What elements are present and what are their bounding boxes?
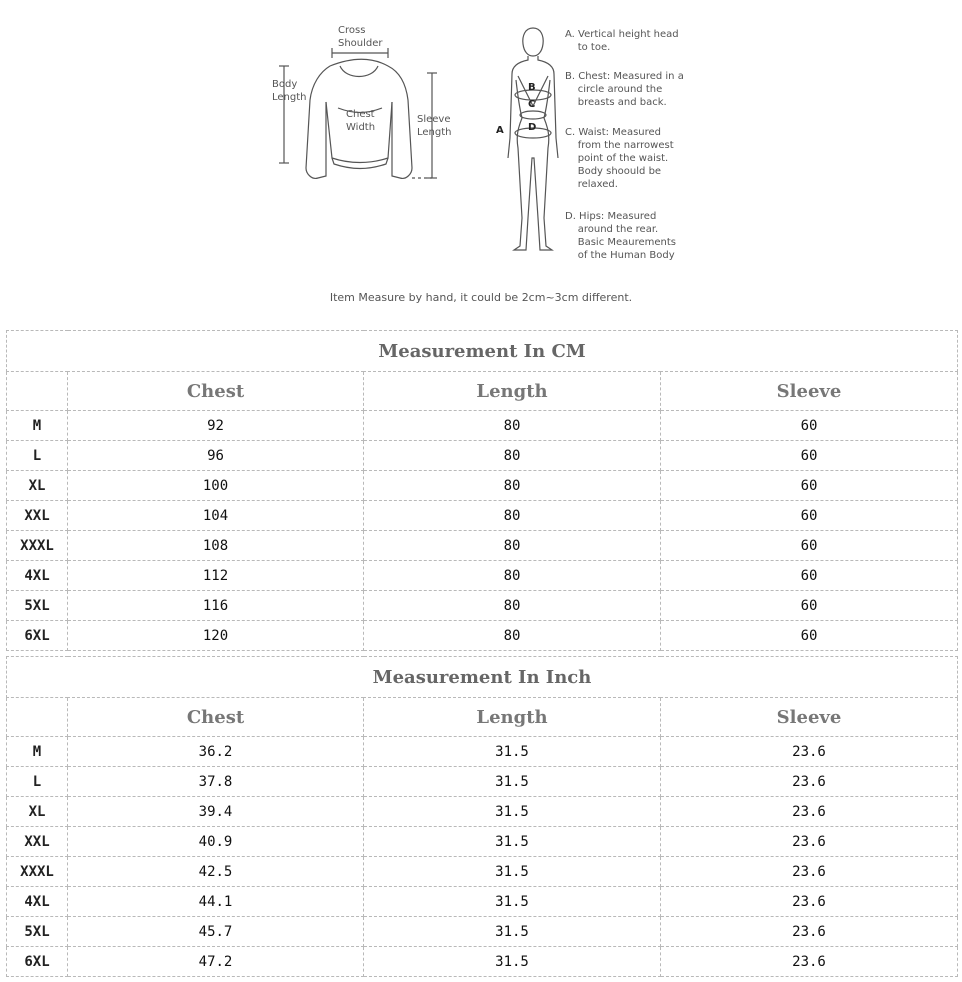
length-cell: 80 [364,441,661,471]
sleeve-cell: 23.6 [661,857,958,887]
marker-d: D [528,122,537,133]
length-cell: 80 [364,471,661,501]
length-cell: 80 [364,501,661,531]
table-row [7,441,958,471]
size-cell: 4XL [7,561,68,591]
sleeve-cell: 60 [661,441,958,471]
sleeve-cell: 23.6 [661,947,958,977]
sleeve-cell: 60 [661,471,958,501]
length-cell: 31.5 [364,887,661,917]
chest-cell: 47.2 [68,947,364,977]
sleeve-cell: 23.6 [661,767,958,797]
length-cell: 80 [364,411,661,441]
inch-table [6,656,958,977]
chest-cell: 44.1 [68,887,364,917]
body-outline [523,28,543,56]
chest-width-label: Chest Width [346,109,376,133]
table-row [7,621,958,651]
size-cell: 6XL [7,621,68,651]
size-cell: 6XL [7,947,68,977]
length-cell: 80 [364,561,661,591]
table-row [7,501,958,531]
table-row [7,561,958,591]
size-cell: XL [7,471,68,501]
table-row [7,887,958,917]
size-cell: 5XL [7,591,68,621]
sleeve-cell: 23.6 [661,827,958,857]
length-cell: 80 [364,591,661,621]
size-cell: M [7,411,68,441]
chest-cell: 92 [68,411,364,441]
note-d: D. Hips: Measured around the rear. Basic Meaurements of the Human Body [565,211,677,261]
size-cell: XXXL [7,857,68,887]
length-cell: 31.5 [364,767,661,797]
header-chest: Chest [68,698,364,737]
chest-cell: 40.9 [68,827,364,857]
header-blank [7,698,68,737]
sleeve-cell: 23.6 [661,737,958,767]
size-cell: XXL [7,501,68,531]
note-b: B. Chest: Measured in a circle around the breasts and back. [565,71,684,108]
length-cell: 31.5 [364,797,661,827]
sleeve-cell: 60 [661,411,958,441]
length-cell: 31.5 [364,737,661,767]
header-length: Length [364,698,661,737]
cross-shoulder-label: Cross Shoulder [338,25,383,49]
chest-cell: 120 [68,621,364,651]
note-a: A. Vertical height head to toe. [565,29,679,53]
measurement-diagram [260,18,710,268]
header-chest: Chest [68,372,364,411]
table-row [7,947,958,977]
table-row [7,411,958,441]
cm-table [6,330,958,651]
header-sleeve: Sleeve [661,372,958,411]
table-title: Measurement In Inch [7,657,958,698]
marker-c: C [528,99,536,110]
chest-cell: 36.2 [68,737,364,767]
chest-cell: 112 [68,561,364,591]
chest-cell: 42.5 [68,857,364,887]
table-title: Measurement In CM [7,331,958,372]
table-row [7,531,958,561]
sleeve-cell: 60 [661,621,958,651]
chest-cell: 108 [68,531,364,561]
table-row [7,471,958,501]
body-length-label: Body Length [272,79,307,103]
sleeve-cell: 60 [661,531,958,561]
table-row [7,767,958,797]
size-cell: L [7,767,68,797]
table-row [7,591,958,621]
table-row [7,797,958,827]
sleeve-cell: 60 [661,591,958,621]
length-cell: 31.5 [364,917,661,947]
sleeve-cell: 60 [661,501,958,531]
length-cell: 31.5 [364,857,661,887]
sleeve-cell: 23.6 [661,797,958,827]
length-cell: 80 [364,531,661,561]
measure-note: Item Measure by hand, it could be 2cm~3cm different. [329,291,633,304]
header-blank [7,372,68,411]
header-length: Length [364,372,661,411]
size-cell: L [7,441,68,471]
size-cell: XXL [7,827,68,857]
chest-cell: 45.7 [68,917,364,947]
chest-cell: 39.4 [68,797,364,827]
table-row [7,857,958,887]
length-cell: 31.5 [364,827,661,857]
size-cell: 4XL [7,887,68,917]
chest-cell: 96 [68,441,364,471]
sleeve-cell: 23.6 [661,887,958,917]
sleeve-length-label: Sleeve Length [417,114,452,138]
table-row [7,737,958,767]
table-row [7,917,958,947]
sleeve-cell: 60 [661,561,958,591]
size-cell: XL [7,797,68,827]
marker-b: B [528,82,536,93]
size-cell: XXXL [7,531,68,561]
header-sleeve: Sleeve [661,698,958,737]
note-c: C. Waist: Measured from the narrowest point of the waist. Body shoould be relaxed. [565,127,674,190]
size-cell: M [7,737,68,767]
table-row [7,827,958,857]
size-cell: 5XL [7,917,68,947]
chest-cell: 37.8 [68,767,364,797]
length-cell: 31.5 [364,947,661,977]
chest-cell: 100 [68,471,364,501]
marker-a: A [496,125,504,136]
length-cell: 80 [364,621,661,651]
chest-cell: 104 [68,501,364,531]
chest-cell: 116 [68,591,364,621]
sleeve-cell: 23.6 [661,917,958,947]
